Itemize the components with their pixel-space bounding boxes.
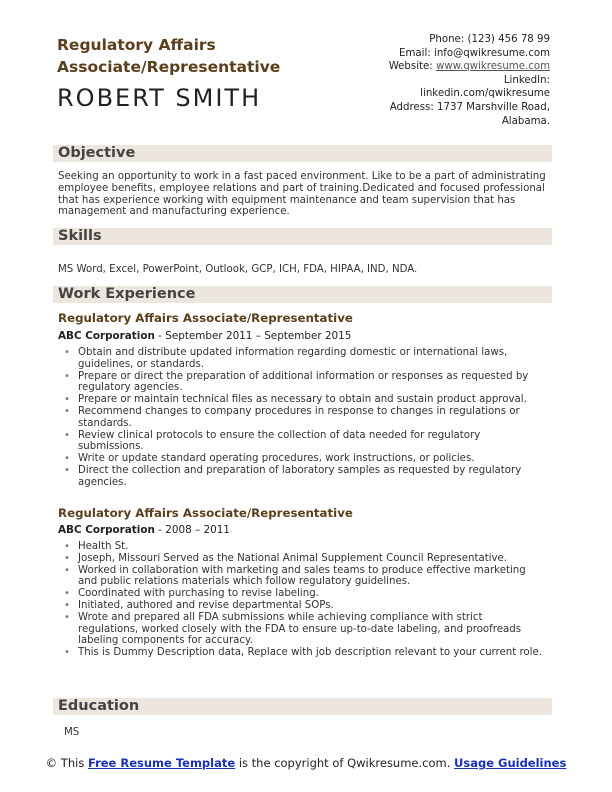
list-item: • Initiated, authored and revise departmental SOPs.: [64, 600, 544, 612]
copyright-footer: © This Free Resume Template is the copyright of Qwikresume.com. Usage Guidelines: [45, 756, 567, 770]
skills-text: MS Word, Excel, PowerPoint, Outlook, GCP, ICH, FDA, HIPAA, IND, NDA.: [58, 264, 418, 275]
job-company-dates: [58, 330, 351, 342]
contact-address-line2: Alabama.: [501, 115, 550, 127]
list-item: • Review clinical protocols to ensure the collection of data needed for regulatory submissions.: [64, 430, 544, 454]
list-item: • Prepare or direct the preparation of additional information or responses as requested by regulatory agencies.: [64, 371, 544, 395]
free-resume-template-link[interactable]: Free Resume Template: [87, 756, 236, 770]
list-item: • Recommend changes to company procedures in response to changes in regulations or standards.: [64, 406, 544, 430]
list-item: • Worked in collaboration with marketing and sales teams to produce effective marketing and public relations materials which follow regulatory guidelines.: [64, 565, 544, 589]
job-title: Regulatory Affairs Associate/Representative: [58, 311, 353, 325]
candidate-name: ROBERT SMITH: [57, 84, 262, 112]
list-item: • This is Dummy Description data, Replace with job description relevant to your current role.: [64, 647, 544, 659]
list-item: • Write or update standard operating procedures, work instructions, or policies.: [64, 453, 544, 465]
job-company-dates: [58, 524, 230, 536]
job-title: Regulatory Affairs Associate/Representative: [58, 506, 353, 520]
company-name: ABC Corporation: [58, 330, 155, 342]
list-item: • Health St.: [64, 541, 544, 553]
list-item: • Prepare or maintain technical files as necessary to obtain and sustain product approval.: [64, 394, 544, 406]
contact-block: [389, 33, 550, 128]
website-link[interactable]: www.qwikresume.com: [435, 61, 550, 73]
job-bullets: [64, 347, 544, 489]
contact-website: Website: www.qwikresume.com: [388, 61, 550, 73]
education-text: MS: [64, 727, 80, 738]
list-item: • Wrote and prepared all FDA submissions while achieving compliance with strict regulations, worked closely with the FDA to ensure up-to-date labeling, and proofreads labeling components for accuracy.: [64, 612, 544, 647]
section-title-work-experience: Work Experience: [58, 286, 196, 302]
job-bullets: [64, 541, 544, 659]
skills-section-bar: [53, 228, 552, 245]
list-item: • Joseph, Missouri Served as the National Animal Supplement Council Representative.: [64, 553, 544, 565]
contact-phone: Phone: (123) 456 78 99: [429, 34, 550, 45]
contact-linkedin-label: LinkedIn:: [503, 74, 550, 86]
usage-guidelines-link[interactable]: Usage Guidelines: [454, 756, 567, 770]
section-title-objective: Objective: [58, 145, 136, 161]
section-title-education: Education: [58, 698, 140, 714]
objective-text: Seeking an opportunity to work in a fast paced environment. Like to be a part of administrating employee benefits, employee relations and part of training.Dedicated and focused professional that has experience working with equipment maintenance and team supervision that has management and manufacturing experience.: [58, 171, 546, 218]
contact-address: Address: 1737 Marshville Road,: [389, 101, 550, 113]
company-name: ABC Corporation: [58, 524, 155, 536]
contact-email: Email: info@qwikresume.com: [399, 47, 550, 59]
list-item: • Obtain and distribute updated information regarding domestic or international laws, guidelines, or standards.: [64, 347, 544, 371]
list-item: • Direct the collection and preparation of laboratory samples as requested by regulatory agencies.: [64, 465, 544, 489]
contact-linkedin: linkedin.com/qwikresume: [420, 88, 550, 100]
section-title-skills: Skills: [58, 228, 102, 244]
list-item: • Coordinated with purchasing to revise labeling.: [64, 588, 544, 600]
resume-job-title: Regulatory Affairs Associate/Representative: [57, 36, 281, 76]
job-dates: - 2008 – 2011: [154, 524, 230, 536]
job-dates: - September 2011 – September 2015: [154, 330, 352, 342]
